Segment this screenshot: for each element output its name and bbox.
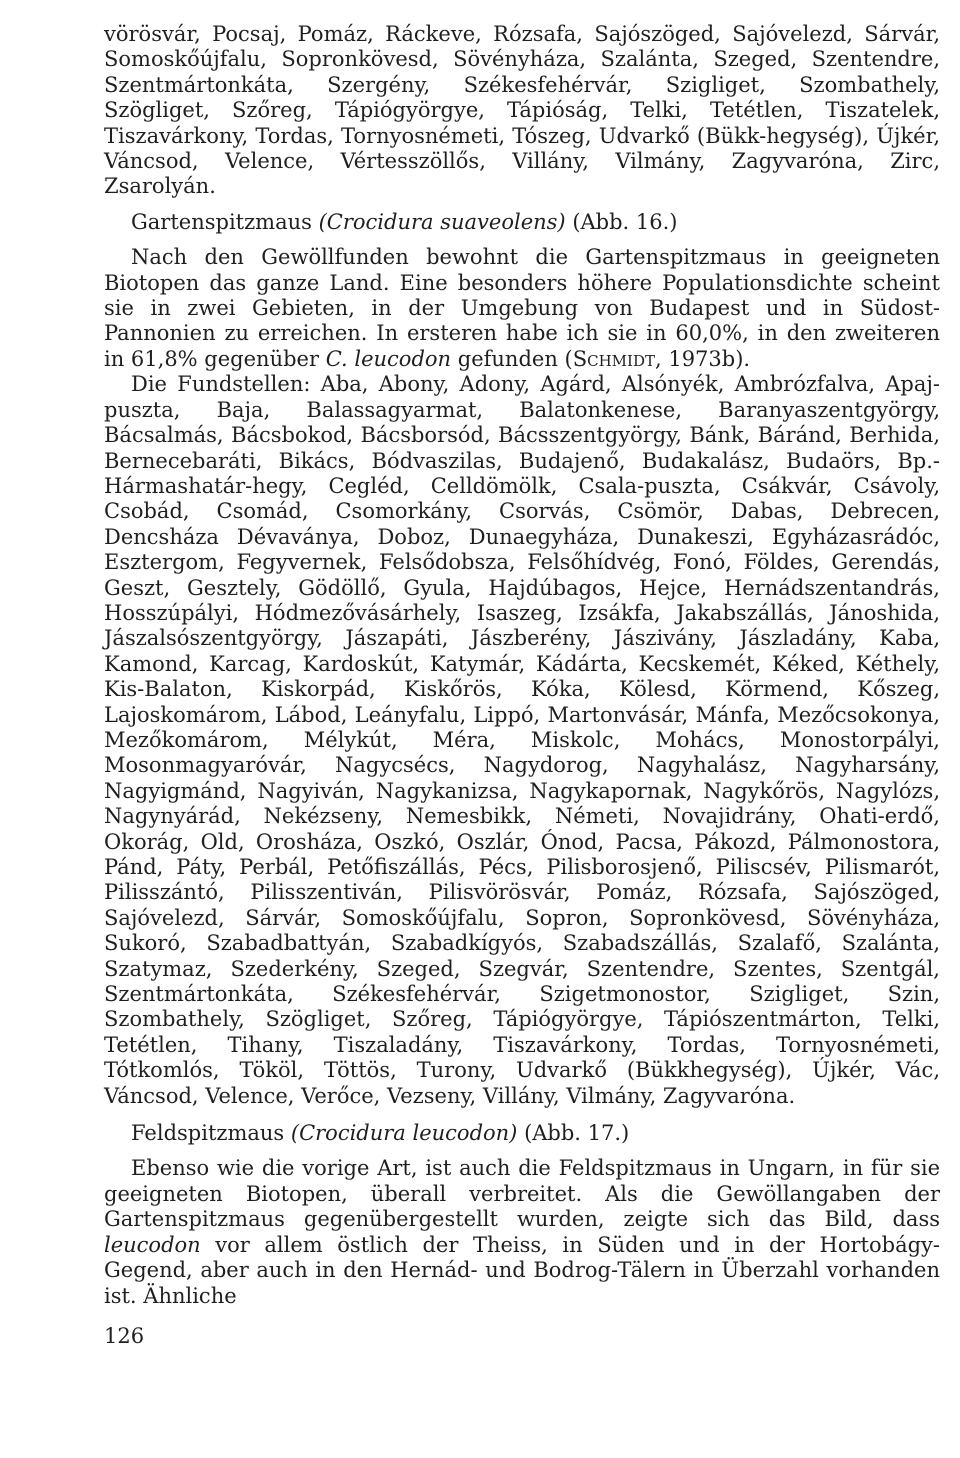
heading-figure-ref: (Abb. 16.) (572, 209, 678, 234)
paragraph-distribution (104, 245, 940, 372)
paragraph-text: vor allem östlich der Theiss, in Süden und in der Hortobágy-Gegend, aber auch in den Hernád- und Bodrog-Tälern in Überzahl vorhanden ist. Ähnliche (104, 1232, 940, 1308)
paragraph-feldspitzmaus (104, 1156, 940, 1308)
section-heading-gartenspitzmaus (104, 210, 940, 235)
species-name: C. leucodon (325, 346, 452, 371)
heading-common-name: Gartenspitzmaus (131, 209, 312, 234)
paragraph-text: Ebenso wie die vorige Art, ist auch die Feldspitzmaus in Ungarn, in für sie geeigneten Biotopen, überall verbreitet. Als die Gewöllangaben der Gartenspitzmaus gegenübergestellt wurden, zeigte sich das Bild, dass (104, 1156, 940, 1232)
heading-latin-name: (Crocidura leucodon) (290, 1121, 518, 1146)
paragraph-localities: Die Fundstellen: Aba, Abony, Adony, Agárd, Alsónyék, Ambrózfalva, Apaj-puszta, Baja, Balassagyarmat, Balatonkenese, Baranyaszentgyörgy, Bácsalmás, Bácsbokod, Bácsborsód, Bácsszentgyörgy, Bánk, Báránd, Berhida, Bernecebaráti, Bikács, Bódvaszilas, Budajenő, Budakalász, Budaörs, Bp.-Hármashatár-hegy, Cegléd, Celldömölk, Csala-puszta, Csákvár, Csávoly, Csobád, Csomád, Csomorkány, Csorvás, Csömör, Dabas, Debrecen, Dencsháza Dévaványa, Doboz, Dunaegyháza, Dunakeszi, Egyházasrádóc, Esztergom, Fegyvernek, Felsődobsza, Felsőhídvég, Fonó, Földes, Gerendás, Geszt, Gesztely, Gödöllő, Gyula, Hajdúbagos, Hejce, Hernádszentandrás, Hosszúpályi, Hódmezővásárhely, Isaszeg, Izsákfa, Jakabszállás, Jánoshida, Jászalsószentgyörgy, Jászapáti, Jászberény, Jászivány, Jászladány, Kaba, Kamond, Karcag, Kardoskút, Katymár, Kádárta, Kecskemét, Kéked, Kéthely, Kis-Balaton, Kiskorpád, Kiskőrös, Kóka, Kölesd, Körmend, Kőszeg, Lajoskomárom, Lábod, Leányfalu, Lippó, Martonvásár, Mánfa, Mezőcsokonya, Mezőkomárom, Mélykút, Méra, Miskolc, Mohács, Monostorpályi, Mosonmagyaróvár, Nagycsécs, Nagydorog, Nagyhalász, Nagyharsány, Nagyigmánd, Nagyiván, Nagykanizsa, Nagykapornak, Nagykőrös, Nagylózs, Nagynyárád, Nekézseny, Nemesbikk, Németi, Novajidrány, Ohati-erdő, Okorág, Old, Orosháza, Oszkó, Oszlár, Ónod, Pacsa, Pákozd, Pálmonostora, Pánd, Páty, Perbál, Petőfiszállás, Pécs, Pilisborosjenő, Piliscsév, Pilismarót, Pilisszántó, Pilisszentiván, Pilisvörösvár, Pomáz, Rózsafa, Sajószöged, Sajóvelezd, Sárvár, Somoskőújfalu, Sopron, Sopronkövesd, Sövényháza, Sukoró, Szabadbattyán, Szabadkígyós, Szabadszállás, Szalafő, Szalánta, Szatymaz, Szederkény, Szeged, Szegvár, Szentendre, Szentes, Szentgál, Szentmártonkáta, Székesfehérvár, Szigetmonostor, Szigliget, Szin, Szombathely, Szögliget, Szőreg, Tápiógyörgye, Tápiószentmárton, Telki, Tetétlen, Tihany, Tiszaladány, Tiszavárkony, Tordas, Tornyosnémeti, Tótkomlós, Tököl, Töttös, Turony, Udvarkő (Bükkhegység), Újkér, Vác, Váncsod, Velence, Verőce, Vezseny, Villány, Vilmány, Zagyvaróna. (104, 372, 940, 1108)
heading-common-name: Feldspitzmaus (131, 1121, 285, 1146)
author-citation: Schmidt (572, 346, 655, 371)
intro-paragraph: vörösvár, Pocsaj, Pomáz, Ráckeve, Rózsafa, Sajószöged, Sajóvelezd, Sárvár, Somoskőújfalu, Sopronkövesd, Sövényháza, Szalánta, Szeged, Szentendre, Szentmártonkáta, Szergény, Székesfehérvár, Szigliget, Szombathely, Szögliget, Szőreg, Tápiógyörgye, Tápióság, Telki, Tetétlen, Tiszatelek, Tiszavárkony, Tordas, Tornyosnémeti, Tószeg, Udvarkő (Bükk-hegység), Újkér, Váncsod, Velence, Vértesszöllős, Villány, Vilmány, Zagyvaróna, Zirc, Zsarolyán. (104, 22, 940, 199)
species-name: leucodon (104, 1232, 201, 1257)
heading-figure-ref: (Abb. 17.) (524, 1121, 630, 1146)
section-heading-feldspitzmaus (104, 1121, 940, 1146)
paragraph-text: gefunden ( (457, 346, 573, 371)
paragraph-text: Nach den Gewöllfunden bewohnt die Gartenspitzmaus in geeigneten Biotopen das ganze Land. Eine besonders höhere Populationsdichte scheint sie in zwei Gebieten, in der Umgebung von Budapest und in Südost-Pannonien zu erreichen. In ersteren habe ich sie in 60,0%, in den zweiteren in 61,8% gegenüber (104, 245, 940, 371)
page-number: 126 (104, 1324, 145, 1348)
page-body (104, 22, 940, 1309)
heading-latin-name: (Crocidura suaveolens) (318, 209, 566, 234)
paragraph-text: , 1973b). (654, 346, 751, 371)
